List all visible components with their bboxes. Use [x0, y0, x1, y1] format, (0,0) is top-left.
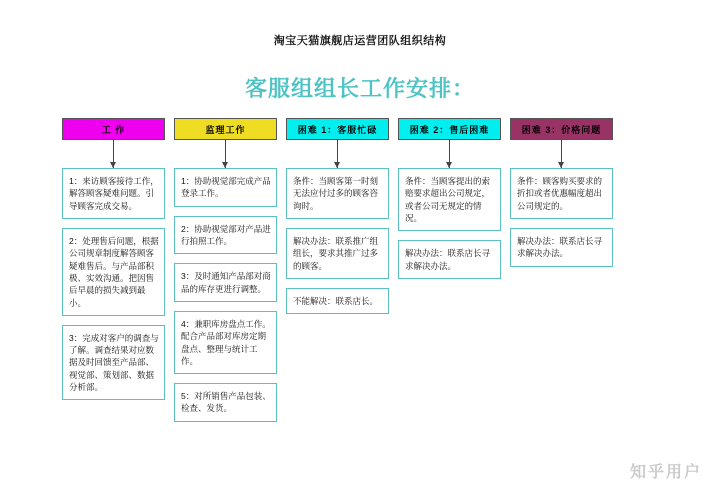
main-title: 客服组组长工作安排： [244, 76, 475, 101]
card-difficulty2-2: 解决办法：联系店长寻求解决办法。 [398, 240, 501, 279]
column-work [62, 118, 165, 422]
column-header-supervision: 监理工作 [174, 118, 277, 140]
diagram-columns [62, 118, 662, 422]
card-work-2: 2：处理售后问题，根据公司规章制度解答顾客疑难售后。与产品部积极、实效沟通。把因售后早晨的损失减到最小。 [62, 228, 165, 316]
card-supervision-2: 2：协助视觉部对产品进行拍照工作。 [174, 216, 277, 255]
arrow-connector-difficulty-2 [449, 140, 450, 168]
card-supervision-3: 3：及时通知产品部对商品的库存更进行调整。 [174, 263, 277, 302]
card-difficulty3-2: 解决办法：联系店长寻求解决办法。 [510, 228, 613, 267]
card-supervision-1: 1：协助视觉部完成产品登录工作。 [174, 168, 277, 207]
column-difficulty-3 [510, 118, 613, 422]
card-difficulty1-3: 不能解决：联系店长。 [286, 288, 389, 314]
column-supervision [174, 118, 277, 422]
arrow-connector-difficulty-3 [561, 140, 562, 168]
card-work-1: 1：来访顾客接待工作，解答顾客疑难问题。引导顾客完成交易。 [62, 168, 165, 219]
column-header-difficulty-2: 困难 2：售后困难 [398, 118, 501, 140]
card-supervision-5: 5：对所销售产品包装、检查、发货。 [174, 383, 277, 422]
card-difficulty2-1: 条件：当顾客提出的索赔要求超出公司规定，或者公司无规定的情况。 [398, 168, 501, 231]
watermark: 知乎用户 [629, 464, 702, 481]
column-difficulty-2 [398, 118, 501, 422]
card-difficulty1-2: 解决办法：联系推广组组长，要求其推广过多的顾客。 [286, 228, 389, 279]
column-difficulty-1 [286, 118, 389, 422]
arrow-connector-supervision [225, 140, 226, 168]
card-difficulty1-1: 条件：当顾客第一时刻无法应付过多的顾客咨询时。 [286, 168, 389, 219]
column-header-difficulty-1: 困难 1：客服忙碌 [286, 118, 389, 140]
arrow-connector-work [113, 140, 114, 168]
page-title: 淘宝天猫旗舰店运营团队组织结构 [273, 35, 447, 47]
card-difficulty3-1: 条件：顾客购买要求的折扣或者优惠幅度超出公司规定的。 [510, 168, 613, 219]
card-supervision-4: 4：兼职库房盘点工作。配合产品部对库房定期盘点、整理与统计工作。 [174, 311, 277, 374]
column-header-difficulty-3: 困难 3：价格问题 [510, 118, 613, 140]
column-header-work: 工 作 [62, 118, 165, 140]
arrow-connector-difficulty-1 [337, 140, 338, 168]
card-work-3: 3：完成对客户的调查与了解。调查结果对应数据及时回馈至产品部、视觉部、策划部、数据分析部。 [62, 325, 165, 401]
